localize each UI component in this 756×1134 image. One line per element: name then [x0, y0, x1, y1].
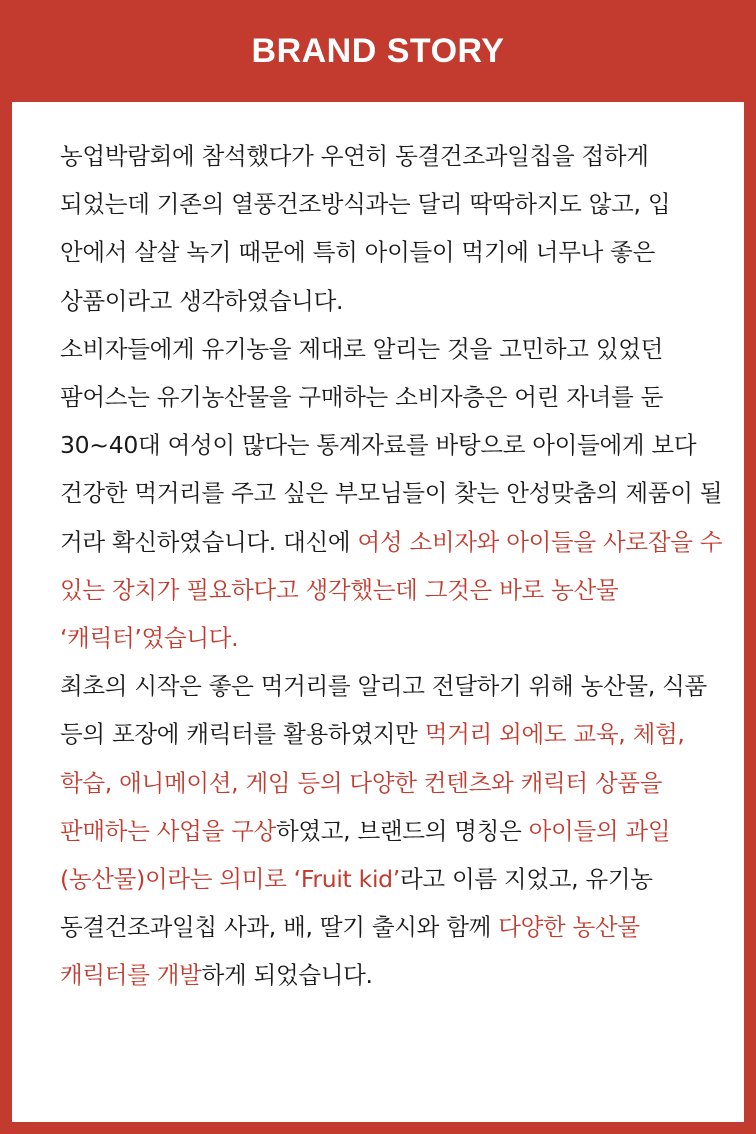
story-paragraph-2 [60, 325, 724, 662]
highlight-character-development: 다양한 농산물 캐릭터를 개발 [60, 913, 640, 990]
paragraph-3-text-a: 최초의 시작은 좋은 먹거리를 알리고 전달하기 위해 농산물, 식품 등의 포장에 캐릭터를 활용하였지만 [60, 672, 707, 749]
story-paragraph-3 [60, 662, 724, 999]
paragraph-3-text-c: 라고 이름 지었고, 유기농 동결건조과일칩 사과, 배, 딸기 출시와 함께 [60, 865, 653, 942]
highlight-character-need: 여성 소비자와 아이들을 사로잡을 수 있는 장치가 필요하다고 생각했는데 그것은 바로 농산물 ‘캐릭터’였습니다. [60, 527, 723, 653]
paragraph-2-text: 소비자들에게 유기농을 제대로 알리는 것을 고민하고 있었던 팜어스는 유기농산물을 구매하는 소비자층은 어린 자녀를 둔 30~40대 여성이 많다는 통계자료를 바탕으로 아이들에게 보다 건강한 먹거리를 주고 싶은 부모님들이 찾는 안성맞춤의 제품이 될 거라 확신하였습니다. 대신에 [60, 334, 723, 556]
story-paragraph-1 [60, 132, 724, 325]
highlight-brand-name: 아이들의 과일(농산물)이라는 의미로 ‘Fruit kid’ [60, 816, 671, 894]
paragraph-3-text-b: 하였고, 브랜드의 명칭은 [275, 816, 529, 845]
paragraph-3-text-d: 하게 되었습니다. [201, 961, 373, 990]
page-title: BRAND STORY [251, 32, 505, 70]
highlight-business-plan: 먹거리 외에도 교육, 체험, 학습, 애니메이션, 게임 등의 다양한 컨텐츠와 캐릭터 상품을 판매하는 사업을 구상 [60, 720, 685, 845]
story-panel [12, 102, 744, 1122]
paragraph-1-text: 농업박람회에 참석했다가 우연히 동결건조과일칩을 접하게 되었는데 기존의 열풍건조방식과는 달리 딱딱하지도 않고, 입 안에서 살살 녹기 때문에 특히 아이들이 먹기에 너무나 좋은 상품이라고 생각하였습니다. [60, 142, 671, 315]
